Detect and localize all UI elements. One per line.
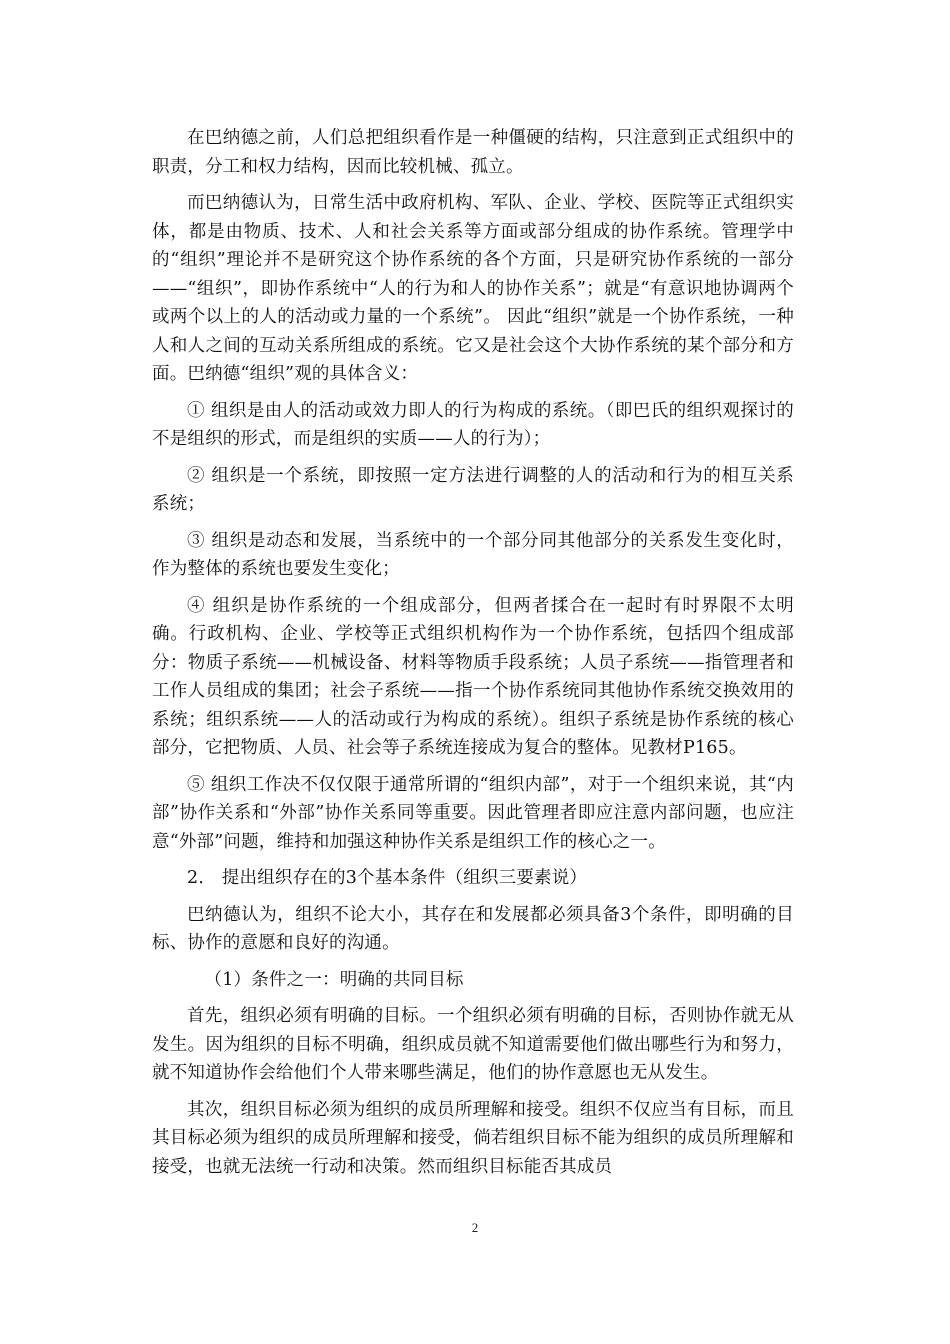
document-body xyxy=(152,124,794,1189)
section-heading-three-conditions: 2． 提出组织存在的3个基本条件（组织三要素说） xyxy=(187,868,588,888)
paragraph-meaning-5: ⑤ 组织工作决不仅仅限于通常所谓的“组织内部”，对于一个组织来说，其“内部”协作关系和“外部”协作关系同等重要。因此管理者即应注意内部问题，也应注意“外部”问题，维持和加强这种协作关系是组织工作的核心之一。 xyxy=(152,774,794,852)
page-number: 2 xyxy=(471,1220,479,1235)
paragraph-first-point: 首先，组织必须有明确的目标。一个组织必须有明确的目标，否则协作就无从发生。因为组织的目标不明确，组织成员就不知道需要他们做出哪些行为和努力，就不知道协作会给他们个人带来哪些满足，他们的协作意愿也无从发生。 xyxy=(152,1006,794,1083)
paragraph-meaning-4: ④ 组织是协作系统的一个组成部分，但两者揉合在一起时有时界限不太明确。行政机构、企业、学校等正式组织机构作为一个协作系统，包括四个组成部分：物质子系统——机械设备、材料等物质手段系统；人员子系统——指管理者和工作人员组成的集团；社会子系统——指一个协作系统同其他协作系统交换效用的系统；组织系统——人的活动或行为构成的系统）。组织子系统是协作系统的核心部分，它把物质、人员、社会等子系统连接成为复合的整体。见教材P165。 xyxy=(152,595,794,758)
subheading-condition-one: （1）条件之一：明确的共同目标 xyxy=(204,969,464,990)
paragraph-second-point: 其次，组织目标必须为组织的成员所理解和接受。组织不仅应当有目标，而且其目标必须为组织的成员所理解和接受，倘若组织目标不能为组织的成员所理解和接受，也就无法统一行动和决策。然而组织目标能否其成员 xyxy=(152,1099,794,1177)
paragraph-three-conditions: 巴纳德认为，组织不论大小，其存在和发展都必须具备3个条件，即明确的目标、协作的意愿和良好的沟通。 xyxy=(152,904,794,953)
paragraph-meaning-3: ③ 组织是动态和发展，当系统中的一个部分同其他部分的关系发生变化时，作为整体的系统也要发生变化； xyxy=(152,530,794,579)
paragraph-meaning-2: ② 组织是一个系统，即按照一定方法进行调整的人的活动和行为的相互关系系统； xyxy=(152,465,794,514)
paragraph-before-barnard: 在巴纳德之前，人们总把组织看作是一种僵硬的结构，只注意到正式组织中的职责，分工和权力结构，因而比较机械、孤立。 xyxy=(152,128,794,177)
paragraph-meaning-1: ① 组织是由人的活动或效力即人的行为构成的系统。（即巴氏的组织观探讨的不是组织的形式，而是组织的实质——人的行为）； xyxy=(152,400,794,449)
paragraph-barnard-view: 而巴纳德认为，日常生活中政府机构、军队、企业、学校、医院等正式组织实体，都是由物质、技术、人和社会关系等方面或部分组成的协作系统。管理学中的“组织”理论并不是研究这个协作系统的各个方面，只是研究协作系统的一部分——“组织”，即协作系统中“人的行为和人的协作关系”；就是“有意识地协调两个或两个以上的人的活动或力量的一个系统”。 因此“组织”就是一个协作系统，一种人和人之间的互动关系所组成的系统。它又是社会这个大协作系统的某个部分和方面。巴纳德“组织”观的具体含义： xyxy=(152,193,794,384)
